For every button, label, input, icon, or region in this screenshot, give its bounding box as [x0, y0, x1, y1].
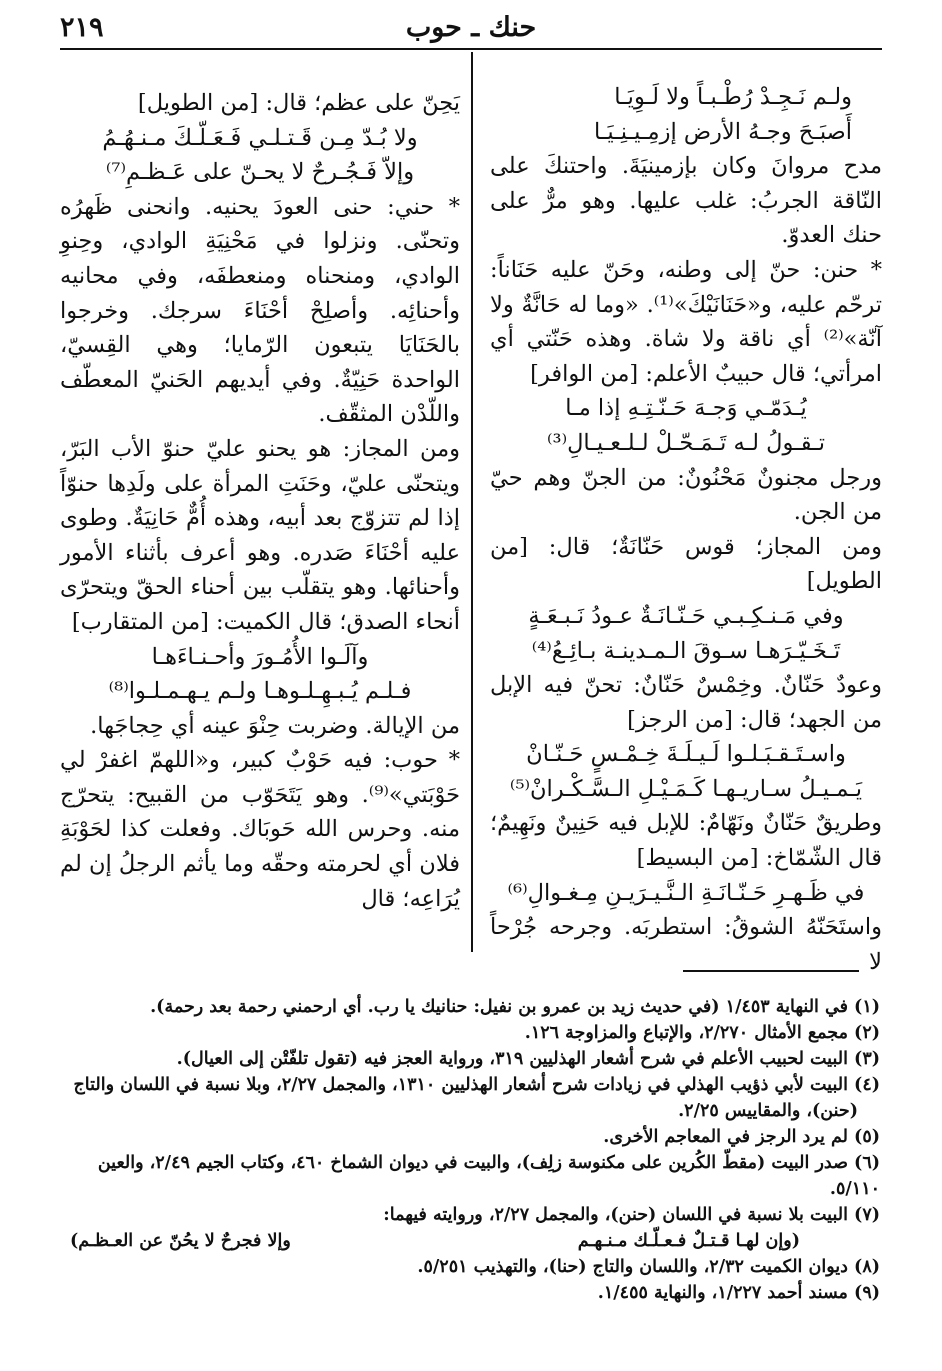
footnote: (٥) لم يرد الرجز في المعاجم الأخرى. — [603, 1127, 880, 1147]
left-column-verse-line: وآلَـوا الأُمُـورَ وأحـنـاءَهـا — [151, 643, 369, 670]
left-column-paragraph: * حوب: فيه حَوْبٌ كبير، و«اللهمّ اغفرْ لي حَوْبَتي»⁽⁹⁾. وهو يَتَحَوّب من القبيح: يتحرّج منه. وحرس الله حَوبَاك. وفعلت كذا لحَوْبَةِ فلان أي لحرمته وحقّه وما يأثم الرجلُ إن لم يُرَاعِه؛ قال — [60, 747, 460, 912]
footnote: (٢) مجمع الأمثال ٢/٢٧٠، والإتباع والمزاوجة ١٢٦. — [524, 1023, 880, 1043]
left-column-paragraph: من الإيالة. وضربت حِنْوَ عينه أي حِجاجَها. — [90, 712, 460, 739]
footnote-verse — [60, 1228, 880, 1254]
right-column-paragraph: وعودٌ حَنّانٌ. وخِمْسٌ حَنّانٌ: تحنّ فيه الإبل من الجهد؛ قال: [من الرجز] — [490, 672, 882, 733]
footnote-verse-second-half: وإلا فجرحٌ لا يحُنّ عن العـظـم) — [70, 1231, 291, 1251]
column-divider — [471, 52, 473, 952]
footnote: (٣) البيت لحبيب الأعلم في شرح أشعار الهذليين ٣١٩، ورواية العجز فيه (تقول تلفّتْن إلى العيال). — [176, 1049, 880, 1069]
left-column-verse-line: فـلـم يُـبـهِـلـوهـا ولـم يـهـمـلـوا⁽⁸⁾ — [108, 678, 412, 705]
footnote: (٧) البيت بلا نسبة في اللسان (حنن)، والمجمل ٢/٢٧، وروايته فيهما: — [383, 1205, 880, 1225]
left-column-paragraph: * حني: حنى العودَ يحنيه. وانحنى ظَهرُه وتحنّى. ونزلوا في مَحْنِيَةِ الوادي، وحِنوِ الوادي، ومنحناه ومنعطفَه، وفي محانيه وأحنائِه. وأصلِحْ أحْنَاءَ سرجك. وخرجوا بالحَنَايَا يتبعون الرّمايا؛ وهي القِسيّ، الواحدة حَنِيّةٌ. وفي أيديهم الحَنيّ المعطّف واللّدْن المثقّف. — [60, 193, 460, 428]
right-column-verse-line: يُـدَمّـي وَجـهَ حَـنّـتِـهِ إذا مـا — [565, 395, 807, 422]
left-column-verse-line: وإلاّ فَـجُـرحٌ لا يحـنّ على عَـظـمِ⁽⁷⁾ — [105, 159, 415, 186]
right-column-paragraph: * حنن: حنّ إلى وطنه، وحَنّ عليه حَنَاناً: ترحّم عليه، و«حَنَانَيْكَ»⁽¹⁾. «وما له حَانَّةٌ ولا آنّة»⁽²⁾ أي ناقة ولا شاة. وهذه حَنّتي أي امرأتي؛ قال حبيبٌ الأعلم: [من الوافر] — [490, 256, 883, 387]
footnote-rule — [683, 970, 859, 972]
running-title: حنك ـ حوب — [405, 12, 537, 43]
right-column-verse-line: وفي مَـنـكِـبـي حَـنّـانَـةٌ عـودُ نَـبـعَـةٍ — [528, 602, 844, 629]
header-rule — [60, 48, 882, 50]
left-column — [60, 86, 460, 916]
footnote: (١) في النهاية ١/٤٥٣ (في حديث زيد بن عمرو بن نفيل: حنانيك يا رب. أي ارحمني رحمة بعد رحمة). — [150, 997, 880, 1017]
right-column-paragraph: وطريقٌ حَنّانٌ ونَهّامٌ: للإبل فيه حَنِينٌ ونَهِيمٌ؛ قال الشّمّاخ: [من البسيط] — [490, 810, 882, 872]
footnote: (٦) صدر البيت (مقطّ الكُرين على مكنوسة زلِف)، والبيت في ديوان الشماخ ٤٦٠، وكتاب الجيم ٢/٤٩، والعين ٥/١١٠. — [97, 1153, 880, 1199]
left-column-verse-line: ولا بُـدّ مِـن قَـتـلـي فَـعَـلّـكَ مـنـهُـمُ — [102, 124, 418, 151]
right-column-paragraph: مدح مروانَ وكان بإزمينيَةَ. واحتنكَ على النّاقة الجربُ: غلب عليها. وهو مرٌّ على حنك العدوّ. — [490, 153, 882, 249]
left-column-paragraph: يَحِنّ على عظم؛ قال: [من الطويل] — [137, 90, 460, 116]
right-column-verse-line: في ظَـهـرِ حَـنّـانَـةِ الـنَّـيـرَيـنِ مِـغـوالِ⁽⁶⁾ — [507, 879, 865, 906]
right-column — [490, 80, 882, 979]
right-column-paragraph: واستَحَنّهُ الشوقُ: استطربَه. وجرحه جُرْحاً لا — [490, 914, 882, 975]
footnote: (٩) مسند أحمد ١/٢٢٧، والنهاية ١/٤٥٥. — [597, 1283, 880, 1303]
footnotes — [60, 994, 880, 1306]
right-column-verse-line: يَـمـيـلُ سـاريـهـا كَـمَـيْـلِ الـسَّـكْـرانْ⁽⁵⁾ — [509, 775, 863, 802]
footnote: (٤) البيت لأبي ذؤيب الهذلي في زيادات شرح أشعار الهذليين ١٣١٠، والمجمل ٢/٢٧، وبلا نسبة في اللسان والتاج — [73, 1075, 880, 1095]
right-column-paragraph: ورجل مجنونٌ مَحْنُونٌ: من الجنّ وهم حيّ من الجن. — [490, 464, 882, 526]
page-number: ٢١٩ — [60, 12, 104, 43]
footnote: (٨) ديوان الكميت ٢/٣٢، واللسان والتاج (حنا)، والتهذيب ٥/٢٥١. — [417, 1257, 880, 1277]
footnote-verse-first-half: (وإن لهـا قـتـلٌ فـعـلّـك مـنـهـم — [577, 1231, 800, 1251]
right-column-paragraph: ومن المجاز؛ قوس حَنّانَةٌ؛ قال: [من الطويل] — [490, 533, 882, 595]
right-column-verse-line: واسـتَـقـبَـلـوا لَـيـلَـةَ خِـمْـسٍ حَـنّـانْ — [526, 741, 846, 768]
right-column-verse-line: تَـخَـيّـرَهـا سـوقَ الـمـدينـة بـائِـعُ⁽⁴⁾ — [531, 637, 841, 664]
right-column-verse-line: تـقـولُ لـه تَـمَـحّـلْ لـلـعـيـالِ⁽³⁾ — [547, 429, 825, 456]
running-header — [60, 8, 882, 48]
footnote-continuation: (حنن)، والمقاييس ٢/٢٥. — [678, 1101, 858, 1121]
right-column-verse-line: أَصبَـحَ وجـهُ الأرض إزمِـيـنِـيَـا — [593, 118, 852, 145]
right-column-verse-line: ولـم نَـجِـدْ رُطْـبـاً ولا لَـوِيَـا — [614, 84, 852, 110]
left-column-paragraph: ومن المجاز: هو يحنو عليّ حنوّ الأب البَرّ، ويتحنّى عليّ، وحَنَتِ المرأة على ولَدِها حنوّاً إذا لم تتزوّج بعد أبيه، وهذه أُمٌّ حَانِيَةٌ. وطوى عليه أحْنَاءَ صَدره. وهو أعرف بأثناء الأمور وأحنائها. وهو يتقلّب بين أحناء الحقّ ويتحرّى أنحاء الصدق؛ قال الكميت: [من المتقارب] — [60, 435, 460, 635]
